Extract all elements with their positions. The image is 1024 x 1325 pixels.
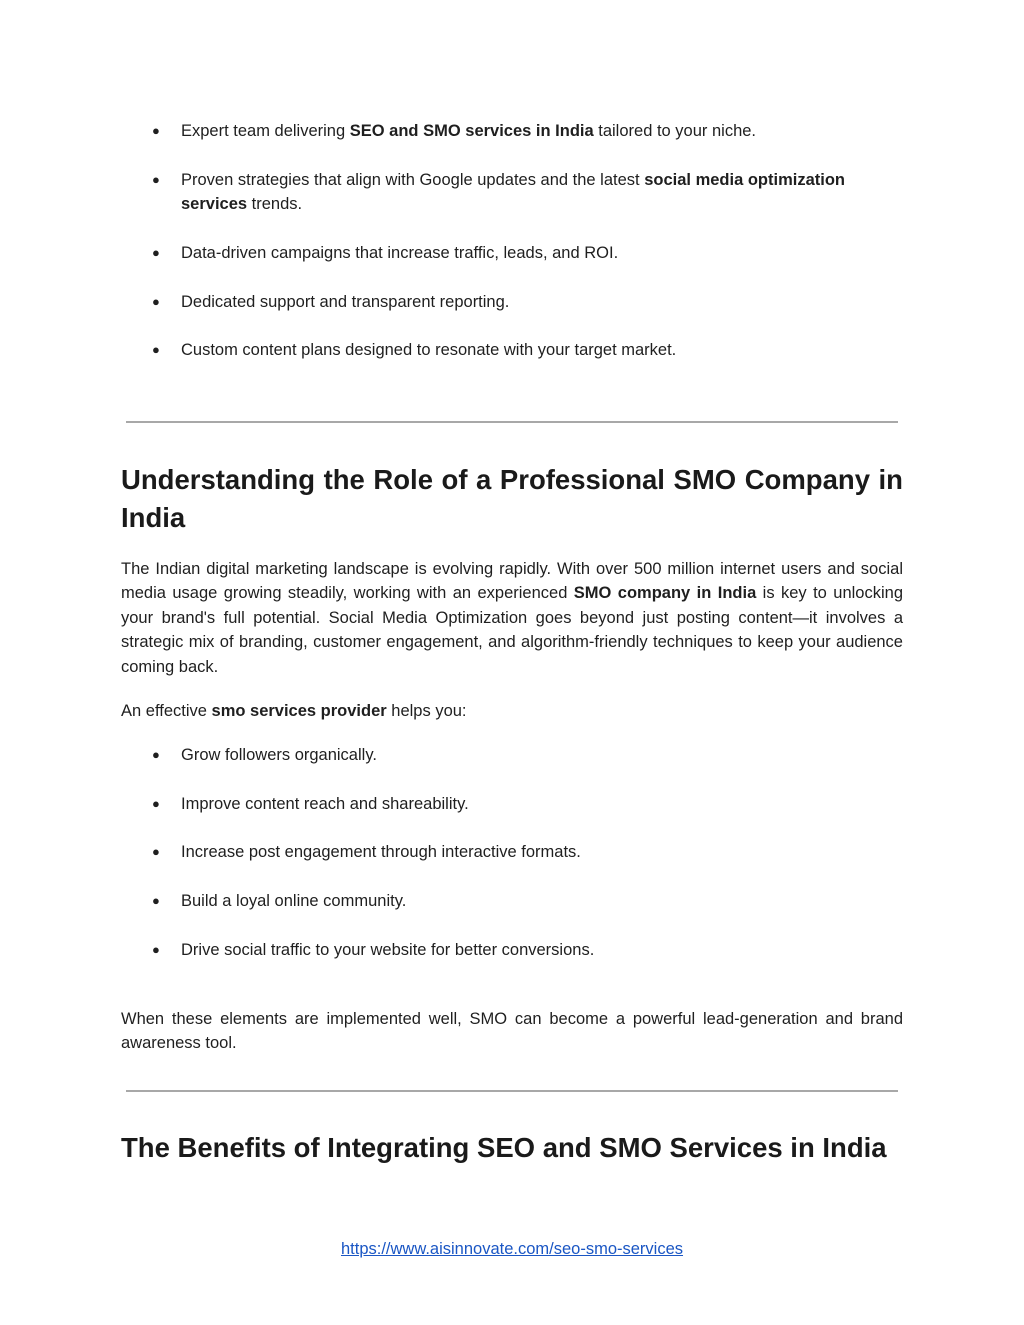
section-heading: Understanding the Role of a Professional SMO Company in India <box>121 464 903 533</box>
list-item: ● Increase post engagement through interactive formats. <box>121 840 903 864</box>
bullet-icon: ● <box>152 245 160 260</box>
provider-intro: An effective smo services provider helps you: <box>121 702 467 720</box>
closing-paragraph: When these elements are implemented well, SMO can become a powerful lead-generation and brand awareness tool. <box>121 1010 903 1053</box>
list-item: ● Build a loyal online community. <box>121 889 903 913</box>
bullet-icon: ● <box>152 172 160 187</box>
footer-url-link[interactable]: https://www.aisinnovate.com/seo-smo-services <box>340 1240 684 1258</box>
bullet-icon: ● <box>152 942 160 957</box>
horizontal-divider <box>126 1090 898 1092</box>
list-item: ● Custom content plans designed to resonate with your target market. <box>121 338 903 362</box>
bullet-icon: ● <box>152 342 160 357</box>
section-heading: The Benefits of Integrating SEO and SMO Services in India <box>121 1132 887 1163</box>
list-item: ● Proven strategies that align with Google updates and the latest social media optimization services trends. <box>121 168 903 216</box>
bullet-icon: ● <box>152 844 160 859</box>
list-item: ● Grow followers organically. <box>121 743 903 767</box>
list-item: ● Expert team delivering SEO and SMO services in India tailored to your niche. <box>121 119 903 143</box>
bullet-icon: ● <box>152 747 160 762</box>
horizontal-divider <box>126 421 898 423</box>
bullet-icon: ● <box>152 893 160 908</box>
bullet-icon: ● <box>152 294 160 309</box>
list-item: ● Improve content reach and shareability. <box>121 792 903 816</box>
list-item: ● Drive social traffic to your website for better conversions. <box>121 938 903 962</box>
list-item: ● Data-driven campaigns that increase traffic, leads, and ROI. <box>121 241 903 265</box>
bullet-icon: ● <box>152 123 160 138</box>
intro-paragraph: The Indian digital marketing landscape is evolving rapidly. With over 500 million internet users and social media usage growing steadily, working with an experienced SMO company in India is key to unlocking your brand's full potential. Social Media Optimization goes beyond just posting content—it involves a strategic mix of branding, customer engagement, and algorithm-friendly techniques to keep your audience coming back. <box>121 560 903 676</box>
bullet-icon: ● <box>152 796 160 811</box>
list-item: ● Dedicated support and transparent reporting. <box>121 290 903 314</box>
